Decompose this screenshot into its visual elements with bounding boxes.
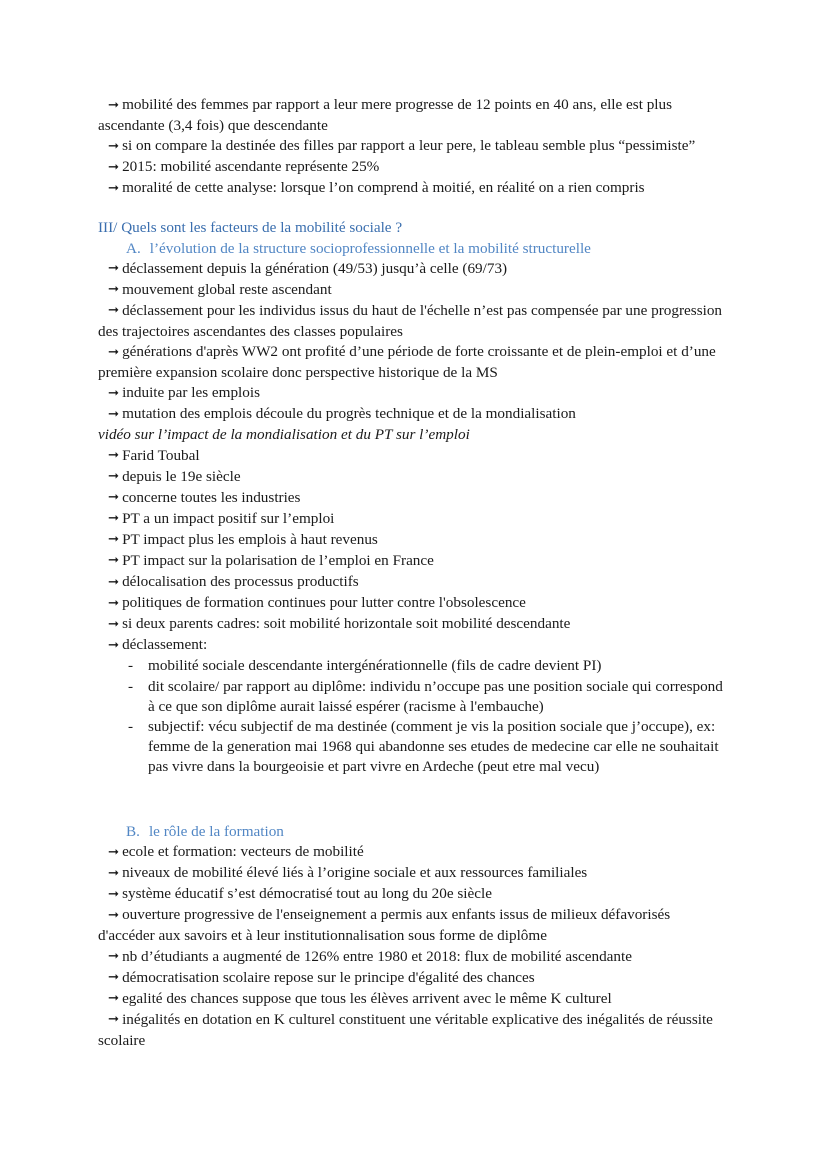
bullet-item bbox=[98, 842, 728, 863]
bullet-text: si deux parents cadres: soit mobilité horizontale soit mobilité descendante bbox=[122, 615, 571, 633]
bullet-text: déclassement depuis la génération (49/53) jusqu’à celle (69/73) bbox=[122, 259, 508, 277]
bullet-text: concerne toutes les industries bbox=[122, 488, 301, 506]
subsection-b-bullets bbox=[98, 842, 728, 1051]
bullet-text: ecole et formation: vecteurs de mobilité bbox=[122, 843, 364, 861]
arrow-bullet-icon: ➞ bbox=[108, 532, 119, 548]
arrow-bullet-icon: ➞ bbox=[108, 886, 119, 902]
subsection-a-bullets-bottom bbox=[98, 446, 728, 657]
bullet-text: système éducatif s’est démocratisé tout au long du 20e siècle bbox=[122, 885, 492, 903]
arrow-bullet-icon: ➞ bbox=[108, 949, 119, 965]
bullet-item bbox=[98, 905, 728, 946]
bullet-item bbox=[98, 530, 728, 551]
bullet-item bbox=[98, 301, 728, 342]
bullet-text: mouvement global reste ascendant bbox=[122, 280, 332, 298]
arrow-bullet-icon: ➞ bbox=[108, 344, 119, 360]
bullet-text: PT impact sur la polarisation de l’emploi en France bbox=[122, 551, 434, 569]
subsection-title: le rôle de la formation bbox=[148, 823, 284, 840]
bullet-item bbox=[98, 404, 728, 425]
arrow-bullet-icon: ➞ bbox=[108, 469, 119, 485]
bullet-text: si on compare la destinée des filles par rapport a leur pere, le tableau semble plus “pessimiste” bbox=[122, 137, 696, 155]
intro-bullet-list bbox=[98, 95, 728, 199]
arrow-bullet-icon: ➞ bbox=[108, 1012, 119, 1028]
bullet-item bbox=[98, 509, 728, 530]
bullet-item bbox=[98, 342, 728, 383]
arrow-bullet-icon: ➞ bbox=[108, 138, 119, 154]
bullet-text: politiques de formation continues pour lutter contre l'obsolescence bbox=[122, 594, 526, 612]
bullet-text: délocalisation des processus productifs bbox=[122, 573, 359, 591]
bullet-item bbox=[98, 178, 728, 199]
sublist-text: subjectif: vécu subjectif de ma destinée (comment je vis la position sociale que j’occupe), ex: femme de la generation mai 1968 qui abandonne ses etudes de medecine car elle ne souhaitait pas vivre dans la bourgeoisie et part vivre en Ardeche (peut etre mal vecu) bbox=[148, 717, 719, 775]
arrow-bullet-icon: ➞ bbox=[108, 406, 119, 422]
bullet-text: mobilité des femmes par rapport a leur mere progresse de 12 points en 40 ans, elle est plus ascendante (3,4 fois) que descendante bbox=[98, 96, 673, 135]
arrow-bullet-icon: ➞ bbox=[108, 490, 119, 506]
arrow-bullet-icon: ➞ bbox=[108, 511, 119, 527]
arrow-bullet-icon: ➞ bbox=[108, 303, 119, 319]
arrow-bullet-icon: ➞ bbox=[108, 844, 119, 860]
subsection-a-bullets-top bbox=[98, 259, 728, 426]
video-note: vidéo sur l’impact de la mondialisation et du PT sur l’emploi bbox=[98, 426, 470, 444]
sublist-text: mobilité sociale descendante intergénérationnelle (fils de cadre devient PI) bbox=[148, 657, 602, 675]
subsection-heading-a bbox=[98, 239, 728, 259]
arrow-bullet-icon: ➞ bbox=[108, 991, 119, 1007]
arrow-bullet-icon: ➞ bbox=[108, 385, 119, 401]
bullet-text: depuis le 19e siècle bbox=[122, 467, 241, 485]
bullet-item bbox=[98, 1010, 728, 1051]
bullet-text: inégalités en dotation en K culturel constituent une véritable explicative des inégalités de réussite scolaire bbox=[98, 1010, 713, 1049]
bullet-item bbox=[98, 884, 728, 905]
subsection-title: l’évolution de la structure socioprofessionnelle et la mobilité structurelle bbox=[149, 239, 591, 257]
bullet-text: générations d'après WW2 ont profité d’une période de forte croissante et de plein-emploi et d’une première expansion scolaire donc perspective historique de la MS bbox=[98, 343, 716, 382]
subsection-letter: B. bbox=[126, 823, 140, 840]
bullet-text: niveaux de mobilité élevé liés à l’origine sociale et aux ressources familiales bbox=[122, 864, 588, 882]
bullet-text: nb d’étudiants a augmenté de 126% entre 1980 et 2018: flux de mobilité ascendante bbox=[122, 947, 632, 965]
arrow-bullet-icon: ➞ bbox=[108, 448, 119, 463]
sublist-item bbox=[98, 717, 728, 777]
bullet-item bbox=[98, 488, 728, 509]
bullet-item bbox=[98, 157, 728, 178]
declassement-sublist bbox=[98, 656, 728, 777]
arrow-bullet-icon: ➞ bbox=[108, 616, 119, 632]
document-body bbox=[98, 95, 728, 1051]
bullet-item bbox=[98, 259, 728, 280]
arrow-bullet-icon: ➞ bbox=[108, 97, 119, 113]
bullet-item bbox=[98, 95, 728, 136]
bullet-item bbox=[98, 136, 728, 157]
bullet-text: ouverture progressive de l'enseignement a permis aux enfants issus de milieux défavorisés d'accéder aux savoirs et à leur institutionnalisation sous forme de diplôme bbox=[98, 906, 671, 945]
dash-bullet-icon: - bbox=[128, 717, 134, 735]
arrow-bullet-icon: ➞ bbox=[108, 865, 119, 881]
sublist-item bbox=[98, 677, 728, 717]
bullet-text: induite par les emplois bbox=[122, 384, 260, 402]
bullet-text: PT impact plus les emplois à haut revenus bbox=[122, 530, 378, 548]
bullet-text: déclassement: bbox=[122, 636, 208, 654]
bullet-item bbox=[98, 593, 728, 614]
dash-bullet-icon: - bbox=[128, 657, 134, 675]
arrow-bullet-icon: ➞ bbox=[108, 553, 119, 569]
bullet-item bbox=[98, 467, 728, 488]
bullet-item bbox=[98, 446, 728, 467]
arrow-bullet-icon: ➞ bbox=[108, 907, 119, 923]
sublist-item bbox=[98, 656, 728, 676]
bullet-item bbox=[98, 968, 728, 989]
sublist-text: dit scolaire/ par rapport au diplôme: individu n’occupe pas une position sociale qui correspond à ce que son diplôme aurait laissé espérer (racisme à l'embauche) bbox=[148, 677, 723, 715]
bullet-item bbox=[98, 947, 728, 968]
subsection-heading-b bbox=[98, 777, 728, 842]
arrow-bullet-icon: ➞ bbox=[108, 574, 119, 590]
bullet-text: Farid Toubal bbox=[122, 446, 200, 464]
bullet-text: déclassement pour les individus issus du haut de l'échelle n’est pas compensée par une progression des trajectoires ascendantes des classes populaires bbox=[98, 301, 723, 340]
bullet-item bbox=[98, 635, 728, 656]
bullet-text: mutation des emplois découle du progrès technique et de la mondialisation bbox=[122, 405, 576, 423]
bullet-item bbox=[98, 863, 728, 884]
bullet-item bbox=[98, 383, 728, 404]
bullet-item bbox=[98, 280, 728, 301]
bullet-item bbox=[98, 989, 728, 1010]
section-heading-iii: III/ Quels sont les facteurs de la mobilité sociale ? bbox=[98, 219, 403, 237]
dash-bullet-icon: - bbox=[128, 677, 134, 695]
bullet-text: egalité des chances suppose que tous les élèves arrivent avec le même K culturel bbox=[122, 989, 612, 1007]
arrow-bullet-icon: ➞ bbox=[108, 261, 119, 277]
bullet-text: démocratisation scolaire repose sur le principe d'égalité des chances bbox=[122, 968, 535, 986]
bullet-item bbox=[98, 572, 728, 593]
bullet-text: 2015: mobilité ascendante représente 25% bbox=[122, 158, 380, 176]
bullet-item bbox=[98, 614, 728, 635]
arrow-bullet-icon: ➞ bbox=[108, 159, 119, 175]
arrow-bullet-icon: ➞ bbox=[108, 180, 119, 196]
bullet-text: PT a un impact positif sur l’emploi bbox=[122, 509, 335, 527]
arrow-bullet-icon: ➞ bbox=[108, 282, 119, 298]
bullet-item bbox=[98, 551, 728, 572]
arrow-bullet-icon: ➞ bbox=[108, 970, 119, 986]
bullet-text: moralité de cette analyse: lorsque l’on comprend à moitié, en réalité on a rien compris bbox=[122, 179, 645, 197]
arrow-bullet-icon: ➞ bbox=[108, 637, 119, 653]
arrow-bullet-icon: ➞ bbox=[108, 595, 119, 611]
subsection-letter: A. bbox=[126, 239, 141, 257]
